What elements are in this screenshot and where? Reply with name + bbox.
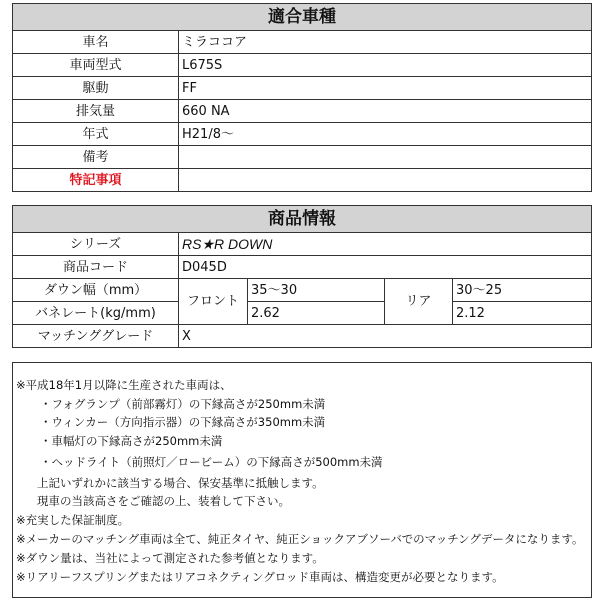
row-value: FF [179,77,592,100]
front-label: フロント [179,279,248,325]
note-line: 上記いずれかに該当する場合、保安基準に抵触します。 [37,476,324,490]
table-row [13,31,592,54]
row-label: 駆動 [13,77,179,100]
table-row [13,123,592,146]
note-line: ・ウィンカー（方向指示器）の下縁高さが350mm未満 [40,415,326,429]
rate-label: バネレート(kg/mm) [13,302,179,325]
row-value: 660 NA [179,100,592,123]
row-label: 車名 [13,31,179,54]
row-value: H21/8～ [179,123,592,146]
front-rate-value: 2.62 [248,302,385,325]
row-label: 排気量 [13,100,179,123]
special-notes-label: 特記事項 [13,169,179,192]
series-label: シリーズ [13,233,179,256]
rear-down-value: 30～25 [453,279,592,302]
table-row [13,302,592,325]
table-row [13,233,592,256]
note-line: ・ヘッドライト（前照灯／ロービーム）の下縁高さが500mm未満 [40,455,383,469]
fitment-table [12,3,592,192]
note-line: ※メーカーのマッチング車両は全て、純正タイヤ、純正ショックアブソーバでのマッチングデータになります。 [16,532,584,546]
table-row [13,146,592,169]
table-row [13,54,592,77]
grade-label: マッチンググレード [13,325,179,348]
table-row [13,256,592,279]
front-down-value: 35～30 [248,279,385,302]
table-row [13,169,592,192]
table-row [13,325,592,348]
code-value: D045D [179,256,592,279]
table-row [13,279,592,302]
code-label: 商品コード [13,256,179,279]
product-title: 商品情報 [13,206,592,233]
series-value: RS★R DOWN [179,233,592,256]
rear-label: リア [385,279,453,325]
notes-box [12,362,592,598]
row-label: 年式 [13,123,179,146]
product-table [12,205,592,348]
table-row [13,77,592,100]
note-line: ※ダウン量は、当社によって測定された参考値となります。 [16,551,324,565]
note-line: ※平成18年1月以降に生産された車両は、 [16,378,232,392]
row-label: 備考 [13,146,179,169]
note-line: ・車幅灯の下縁高さが250mm未満 [40,434,223,448]
rear-rate-value: 2.12 [453,302,592,325]
note-line: ※充実した保証制度。 [16,513,130,527]
row-value: ミラココア [179,31,592,54]
row-label: 車両型式 [13,54,179,77]
row-value [179,169,592,192]
table-row [13,100,592,123]
down-label: ダウン幅（mm） [13,279,179,302]
row-value: L675S [179,54,592,77]
note-line: ・フォグランプ（前部霧灯）の下縁高さが250mm未満 [40,397,326,411]
row-value [179,146,592,169]
grade-value: X [179,325,592,348]
note-line: ※リアリーフスプリングまたはリアコネクティングロッド車両は、構造変更が必要となります。 [16,570,504,584]
note-line: 現車の当該高さをご確認の上、装着して下さい。 [37,494,290,508]
fitment-title: 適合車種 [13,4,592,31]
